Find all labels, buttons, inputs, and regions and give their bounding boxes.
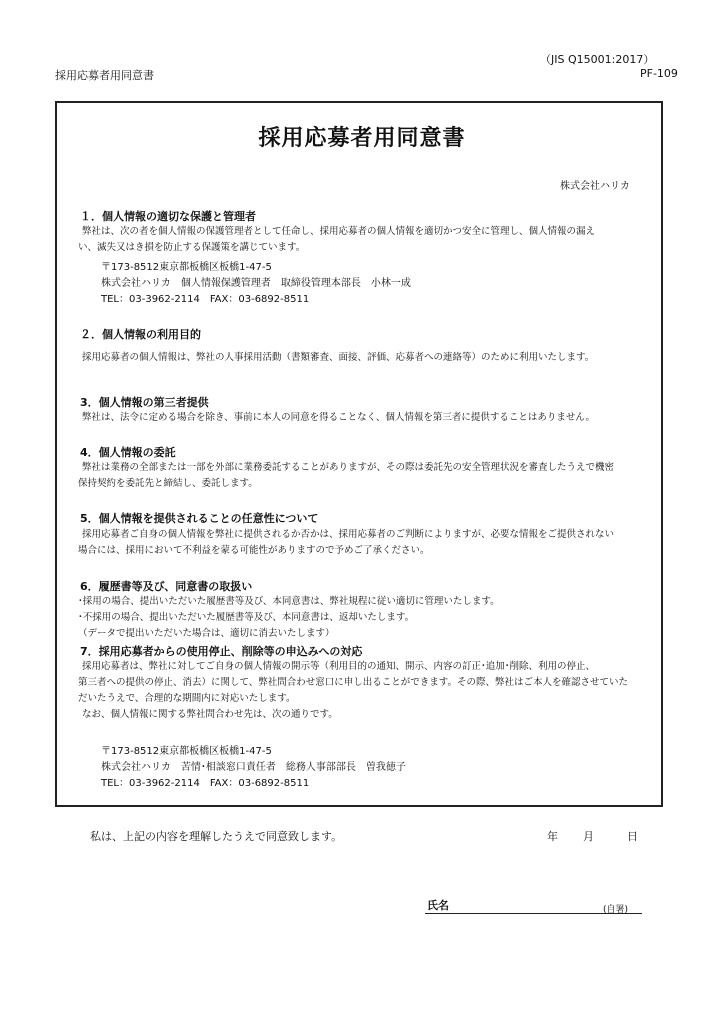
section-5-line-1: 採用応募者ご自身の個人情報を弊社に提供されるか否かは、採用応募者のご判断によりますが、必要な情報をご提供されない — [82, 529, 615, 540]
section-1-line-2: い、滅失又はき損を防止する保護策を講じています。 — [78, 242, 306, 253]
section-6-line-1: ･採用の場合、提出いただいた履歴書等及び、本同意書は、弊社規程に従い適切に管理いたします。 — [78, 596, 500, 607]
section-4-heading: 4．個人情報の委託 — [80, 446, 176, 459]
consent-statement: 私は、上記の内容を理解したうえで同意致します。 — [90, 830, 343, 843]
section-1-address-3: TEL：03-3962-2114 FAX：03-6892-8511 — [101, 294, 310, 305]
date-month-label[interactable]: 月 — [583, 830, 594, 843]
signature-note: (自署) — [603, 905, 629, 915]
section-6-line-2: ･不採用の場合、提出いただいた履歴書等及び、本同意書は、返却いたします。 — [78, 612, 415, 623]
section-7-address-1: 〒173-8512東京都板橋区板橋1-47-5 — [101, 746, 272, 757]
date-day-label[interactable]: 日 — [627, 830, 638, 843]
section-7-line-3: だいたうえで、合理的な期間内に対応いたします。 — [78, 693, 296, 704]
section-1-address-1: 〒173-8512東京都板橋区板橋1-47-5 — [101, 262, 272, 273]
section-3-line-1: 弊社は、法令に定める場合を除き、事前に本人の同意を得ることなく、個人情報を第三者に提供することはありません。 — [82, 412, 596, 423]
section-7-line-2: 第三者への提供の停止、消去）に関して、弊社問合わせ窓口に申し出ることができます。その際、弊社はご本人を確認させていた — [78, 677, 629, 688]
name-label: 氏名 — [427, 899, 449, 912]
section-7-line-4: なお、個人情報に関する弊社問合わせ先は、次の通りです。 — [82, 709, 338, 720]
section-6-heading: 6．履歴書等及び、同意書の取扱い — [80, 580, 253, 593]
section-1-address-2: 株式会社ハリカ 個人情報保護管理者 取締役管理本部長 小林一成 — [101, 278, 411, 289]
section-7-address-3: TEL：03-3962-2114 FAX：03-6892-8511 — [101, 778, 310, 789]
section-1-line-1: 弊社は、次の者を個人情報の保護管理者として任命し、採用応募者の個人情報を適切かつ安全に管理し、個人情報の漏え — [82, 226, 596, 237]
page-title: 採用応募者用同意書 — [258, 126, 466, 151]
section-7-address-2: 株式会社ハリカ 苦情･相談窓口責任者 総務人事部部長 曽我徳子 — [101, 762, 406, 773]
section-5-line-2: 場合には、採用において不利益を蒙る可能性がありますので予めご了承ください。 — [78, 545, 430, 556]
section-4-line-2: 保持契約を委託先と締結し、委託します。 — [78, 478, 258, 489]
section-6-line-3: （データで提出いただいた場合は、適切に消去いたします） — [78, 628, 335, 639]
date-year-label[interactable]: 年 — [547, 830, 558, 843]
signature-line[interactable] — [425, 913, 642, 914]
section-7-heading: 7．採用応募者からの使用停止、削除等の申込みへの対応 — [80, 645, 363, 658]
section-7-line-1: 採用応募者は、弊社に対してご自身の個人情報の開示等（利用目的の通知、開示、内容の訂正･追加･削除、利用の停止、 — [82, 661, 596, 672]
section-3-heading: 3．個人情報の第三者提供 — [80, 396, 209, 409]
document-code: PF-109 — [640, 67, 678, 80]
section-4-line-1: 弊社は業務の全部または一部を外部に業務委託することがありますが、その際は委託先の安全管理状況を審査したうえで機密 — [82, 462, 615, 473]
document-name-small: 採用応募者用同意書 — [55, 69, 154, 82]
section-1-heading: １．個人情報の適切な保護と管理者 — [80, 210, 256, 223]
section-5-heading: 5．個人情報を提供されることの任意性について — [80, 512, 319, 525]
section-2-line-1: 採用応募者の個人情報は、弊社の人事採用活動（書類審査、面接、評価、応募者への連絡等）のために利用いたします。 — [82, 352, 595, 363]
company-name: 株式会社ハリカ — [560, 181, 630, 192]
standard-reference: （JIS Q15001:2017） — [540, 53, 655, 66]
section-2-heading: ２．個人情報の利用目的 — [80, 328, 201, 341]
